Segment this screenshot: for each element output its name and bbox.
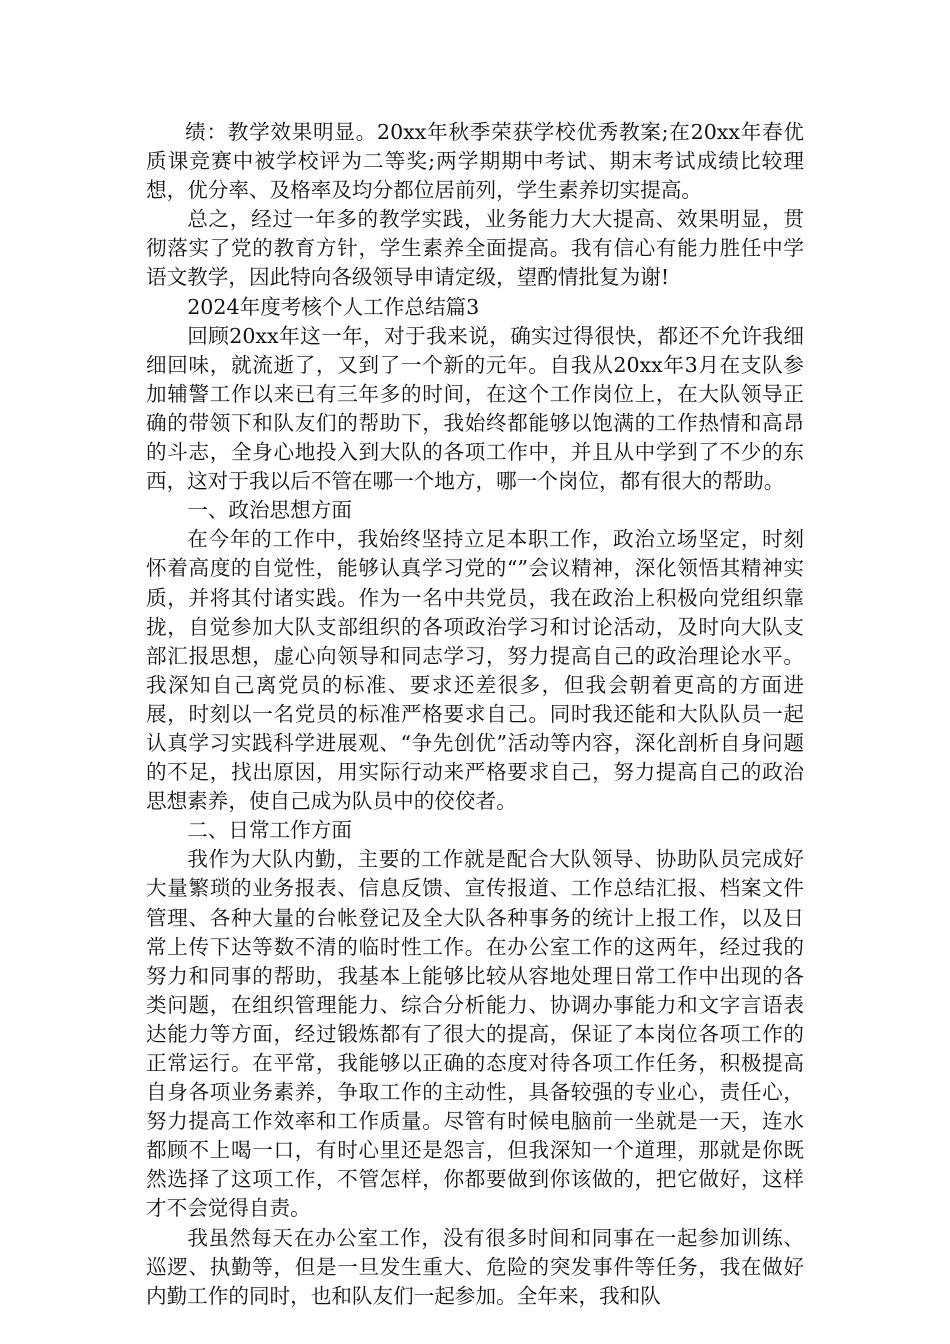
heading-political-thought: 一、政治思想方面 <box>187 498 352 523</box>
section-title-part-3: 2024年度考核个人工作总结篇3 <box>187 294 480 319</box>
paragraph-review: 回顾20xx年这一年，对于我来说，确实过得很快，都还不允许我细细回味，就流逝了，又到了一个新的元年。自我从20xx年3月在支队参加辅警工作以来已有三年多的时间，在这个工作岗位上，在大队领导正确的带领下和队友们的帮助下，我始终都能够以饱满的工作热情和高昂的斗志，全身心地投入到大队的各项工作中，并且从中学到了不少的东西，这对于我以后不管在哪一个地方，哪一个岗位，都有很大的帮助。 <box>146 323 804 494</box>
heading-daily-work: 二、日常工作方面 <box>187 818 352 843</box>
paragraph-office-work: 我虽然每天在办公室工作，没有很多时间和同事在一起参加训练、巡逻、执勤等，但是一旦发生重大、危险的突发事件等任务，我在做好内勤工作的同时，也和队友们一起参加。全年来，我和队 <box>146 1225 804 1308</box>
paragraph-teaching-results: 绩：教学效果明显。20xx年秋季荣获学校优秀教案;在20xx年春优质课竞赛中被学校评为二等奖;两学期期中考试、期末考试成绩比较理想，优分率、及格率及均分都位居前列，学生素养切实提高。 <box>146 120 804 203</box>
paragraph-conclusion: 总之，经过一年多的教学实践，业务能力大大提高、效果明显，贯彻落实了党的教育方针，学生素养全面提高。我有信心有能力胜任中学语文教学，因此特向各级领导申请定级，望酌情批复为谢! <box>146 207 804 290</box>
paragraph-political-thought: 在今年的工作中，我始终坚持立足本职工作，政治立场坚定，时刻怀着高度的自觉性，能够认真学习党的“”会议精神，深化领悟其精神实质，并将其付诸实践。作为一名中共党员，我在政治上积极向党组织靠拢，自觉参加大队支部组织的各项政治学习和讨论活动，及时向大队支部汇报思想，虚心向领导和同志学习，努力提高自己的政治理论水平。我深知自己离党员的标准、要求还差很多，但我会朝着更高的方面进展，时刻以一名党员的标准严格要求自己。同时我还能和大队队员一起认真学习实践科学进展观、“争先创优”活动等内容，深化剖析自身问题的不足，找出原因，用实际行动来严格要求自己，努力提高自己的政治思想素养，使自己成为队员中的佼佼者。 <box>146 527 804 814</box>
paragraph-daily-work: 我作为大队内勤，主要的工作就是配合大队领导、协助队员完成好大量繁琐的业务报表、信息反馈、宣传报道、工作总结汇报、档案文件管理、各种大量的台帐登记及全大队各种事务的统计上报工作，以及日常上传下达等数不清的临时性工作。在办公室工作的这两年，经过我的努力和同事的帮助，我基本上能够比较从容地处理日常工作中出现的各类问题，在组织管理能力、综合分析能力、协调办事能力和文字言语表达能力等方面，经过锻炼都有了很大的提高，保证了本岗位各项工作的正常运行。在平常，我能够以正确的态度对待各项工作任务，积极提高自身各项业务素养，争取工作的主动性，具备较强的专业心，责任心，努力提高工作效率和工作质量。尽管有时候电脑前一坐就是一天，连水都顾不上喝一口，有时心里还是怨言，但我深知一个道理，那就是你既然选择了这项工作，不管怎样，你都要做到你该做的，把它做好，这样才不会觉得自责。 <box>146 847 804 1221</box>
document-body <box>146 118 804 1311</box>
